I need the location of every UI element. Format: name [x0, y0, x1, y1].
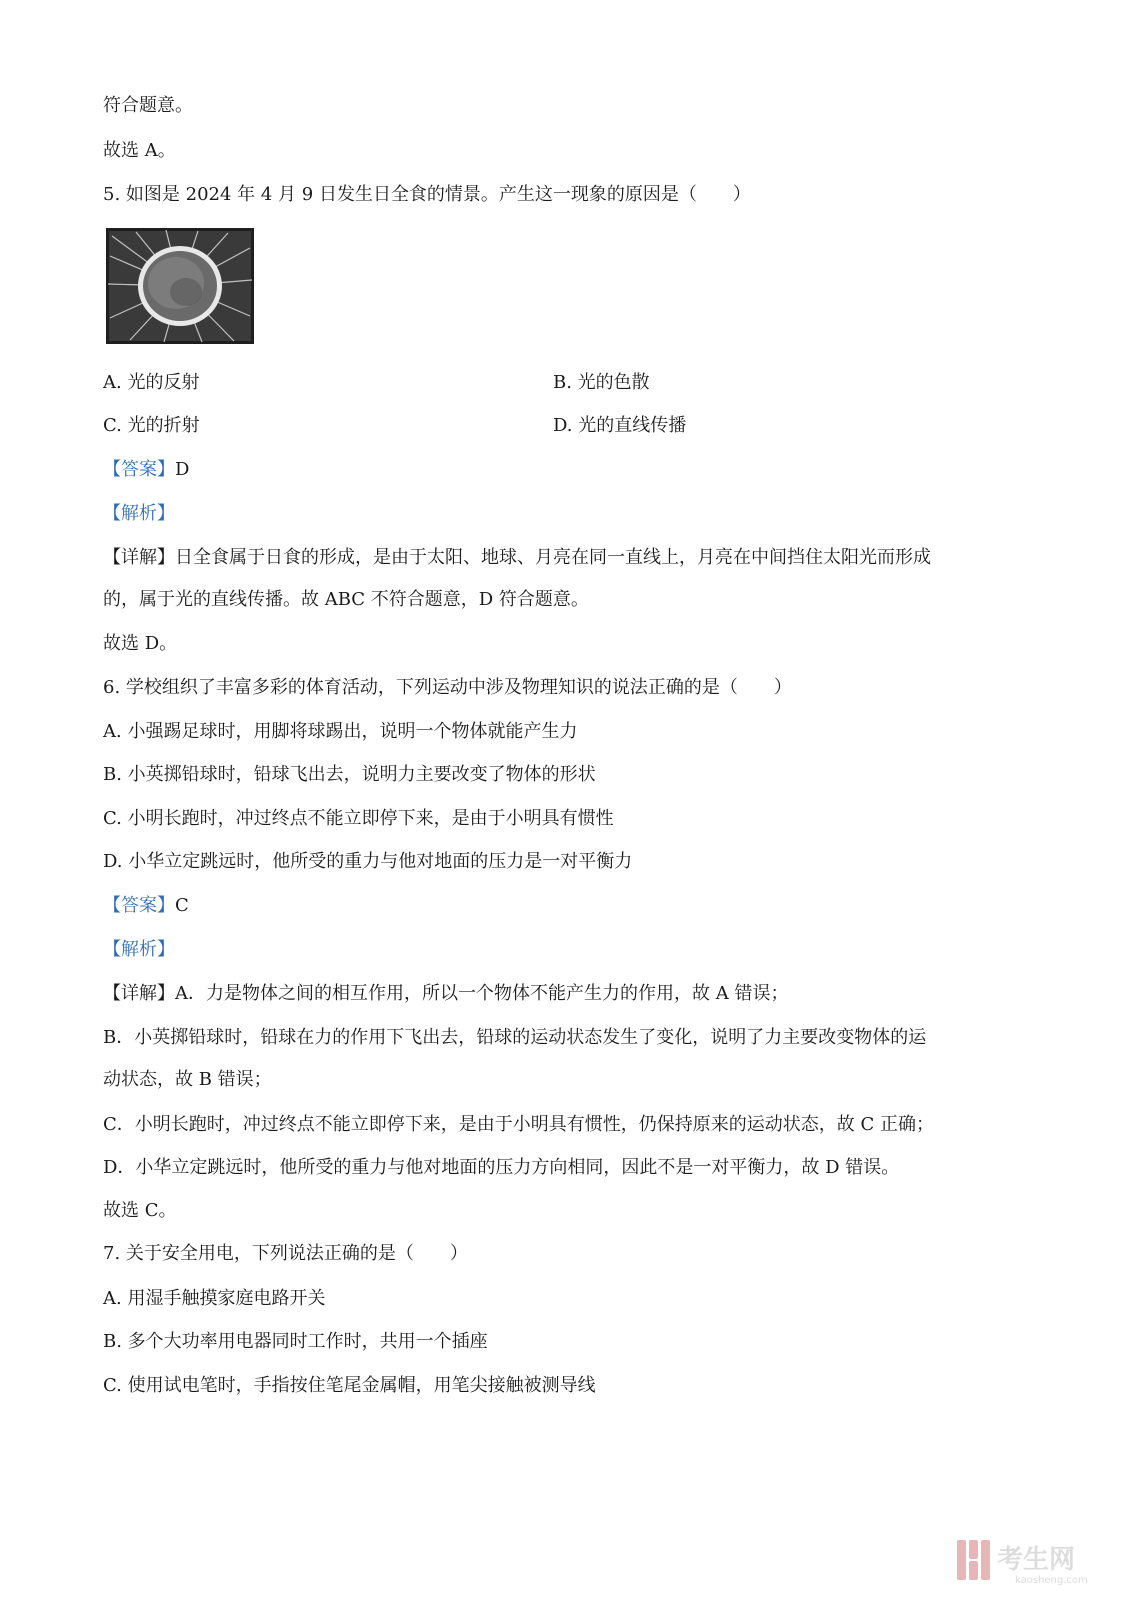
option-5d: D. 光的直线传播 — [553, 415, 687, 436]
question-5: 5. 如图是 2024 年 4 月 9 日发生日全食的情景。产生这一现象的原因是（ ） — [103, 184, 751, 205]
detail-6-line: 【详解】A．力是物体之间的相互作用，所以一个物体不能产生力的作用，故 A 错误； — [103, 983, 789, 1004]
option-6a: A. 小强踢足球时，用脚将球踢出，说明一个物体就能产生力 — [103, 721, 578, 742]
option-5b: B. 光的色散 — [553, 372, 650, 393]
kaosheng-logo — [955, 1534, 1115, 1586]
analysis-tag: 【解析】 — [103, 503, 175, 524]
option-6d: D. 小华立定跳远时，他所受的重力与他对地面的压力是一对平衡力 — [103, 851, 633, 872]
option-7c: C. 使用试电笔时，手指按住笔尾金属帽，用笔尖接触被测导线 — [103, 1375, 596, 1396]
option-7b: B. 多个大功率用电器同时工作时，共用一个插座 — [103, 1331, 488, 1352]
answer-6 — [103, 894, 189, 918]
detail-6-line: 动状态，故 B 错误； — [103, 1069, 272, 1090]
option-5c: C. 光的折射 — [103, 415, 200, 436]
analysis-6 — [103, 938, 175, 962]
text-line: 故选 A。 — [103, 140, 176, 161]
option-5a: A. 光的反射 — [103, 372, 200, 393]
svg-text:考生网: 考生网 — [997, 1545, 1076, 1575]
detail-6-line: D．小华立定跳远时，他所受的重力与他对地面的压力方向相同，因此不是一对平衡力，故 D 错误。 — [103, 1157, 900, 1178]
option-6c: C. 小明长跑时，冲过终点不能立即停下来，是由于小明具有惯性 — [103, 808, 614, 829]
question-6: 6. 学校组织了丰富多彩的体育活动，下列运动中涉及物理知识的说法正确的是（ ） — [103, 677, 792, 698]
answer-tag: 【答案】 — [103, 895, 175, 916]
answer-value: D — [175, 459, 190, 480]
analysis-tag: 【解析】 — [103, 939, 175, 960]
detail-6-line: B．小英掷铅球时，铅球在力的作用下飞出去，铅球的运动状态发生了变化，说明了力主要改变物体的运 — [103, 1027, 927, 1048]
answer-value: C — [175, 895, 189, 916]
analysis-5 — [103, 502, 175, 526]
option-6b: B. 小英掷铅球时，铅球飞出去，说明力主要改变了物体的形状 — [103, 764, 596, 785]
option-7a: A. 用湿手触摸家庭电路开关 — [103, 1288, 326, 1309]
detail-6-line: C．小明长跑时，冲过终点不能立即停下来，是由于小明具有惯性，仍保持原来的运动状态，故 C 正确； — [103, 1114, 934, 1135]
selection-6: 故选 C。 — [103, 1200, 177, 1221]
solar-eclipse-image — [106, 228, 254, 344]
answer-tag: 【答案】 — [103, 459, 175, 480]
detail-5-line: 的，属于光的直线传播。故 ABC 不符合题意，D 符合题意。 — [103, 589, 589, 610]
svg-text:kaosheng.com: kaosheng.com — [1015, 1575, 1088, 1586]
detail-5-line: 【详解】日全食属于日食的形成，是由于太阳、地球、月亮在同一直线上，月亮在中间挡住太阳光而形成 — [103, 547, 931, 568]
question-7: 7. 关于安全用电，下列说法正确的是（ ） — [103, 1243, 468, 1264]
text-line: 符合题意。 — [103, 95, 193, 116]
selection-5: 故选 D。 — [103, 633, 178, 654]
answer-5 — [103, 458, 189, 482]
